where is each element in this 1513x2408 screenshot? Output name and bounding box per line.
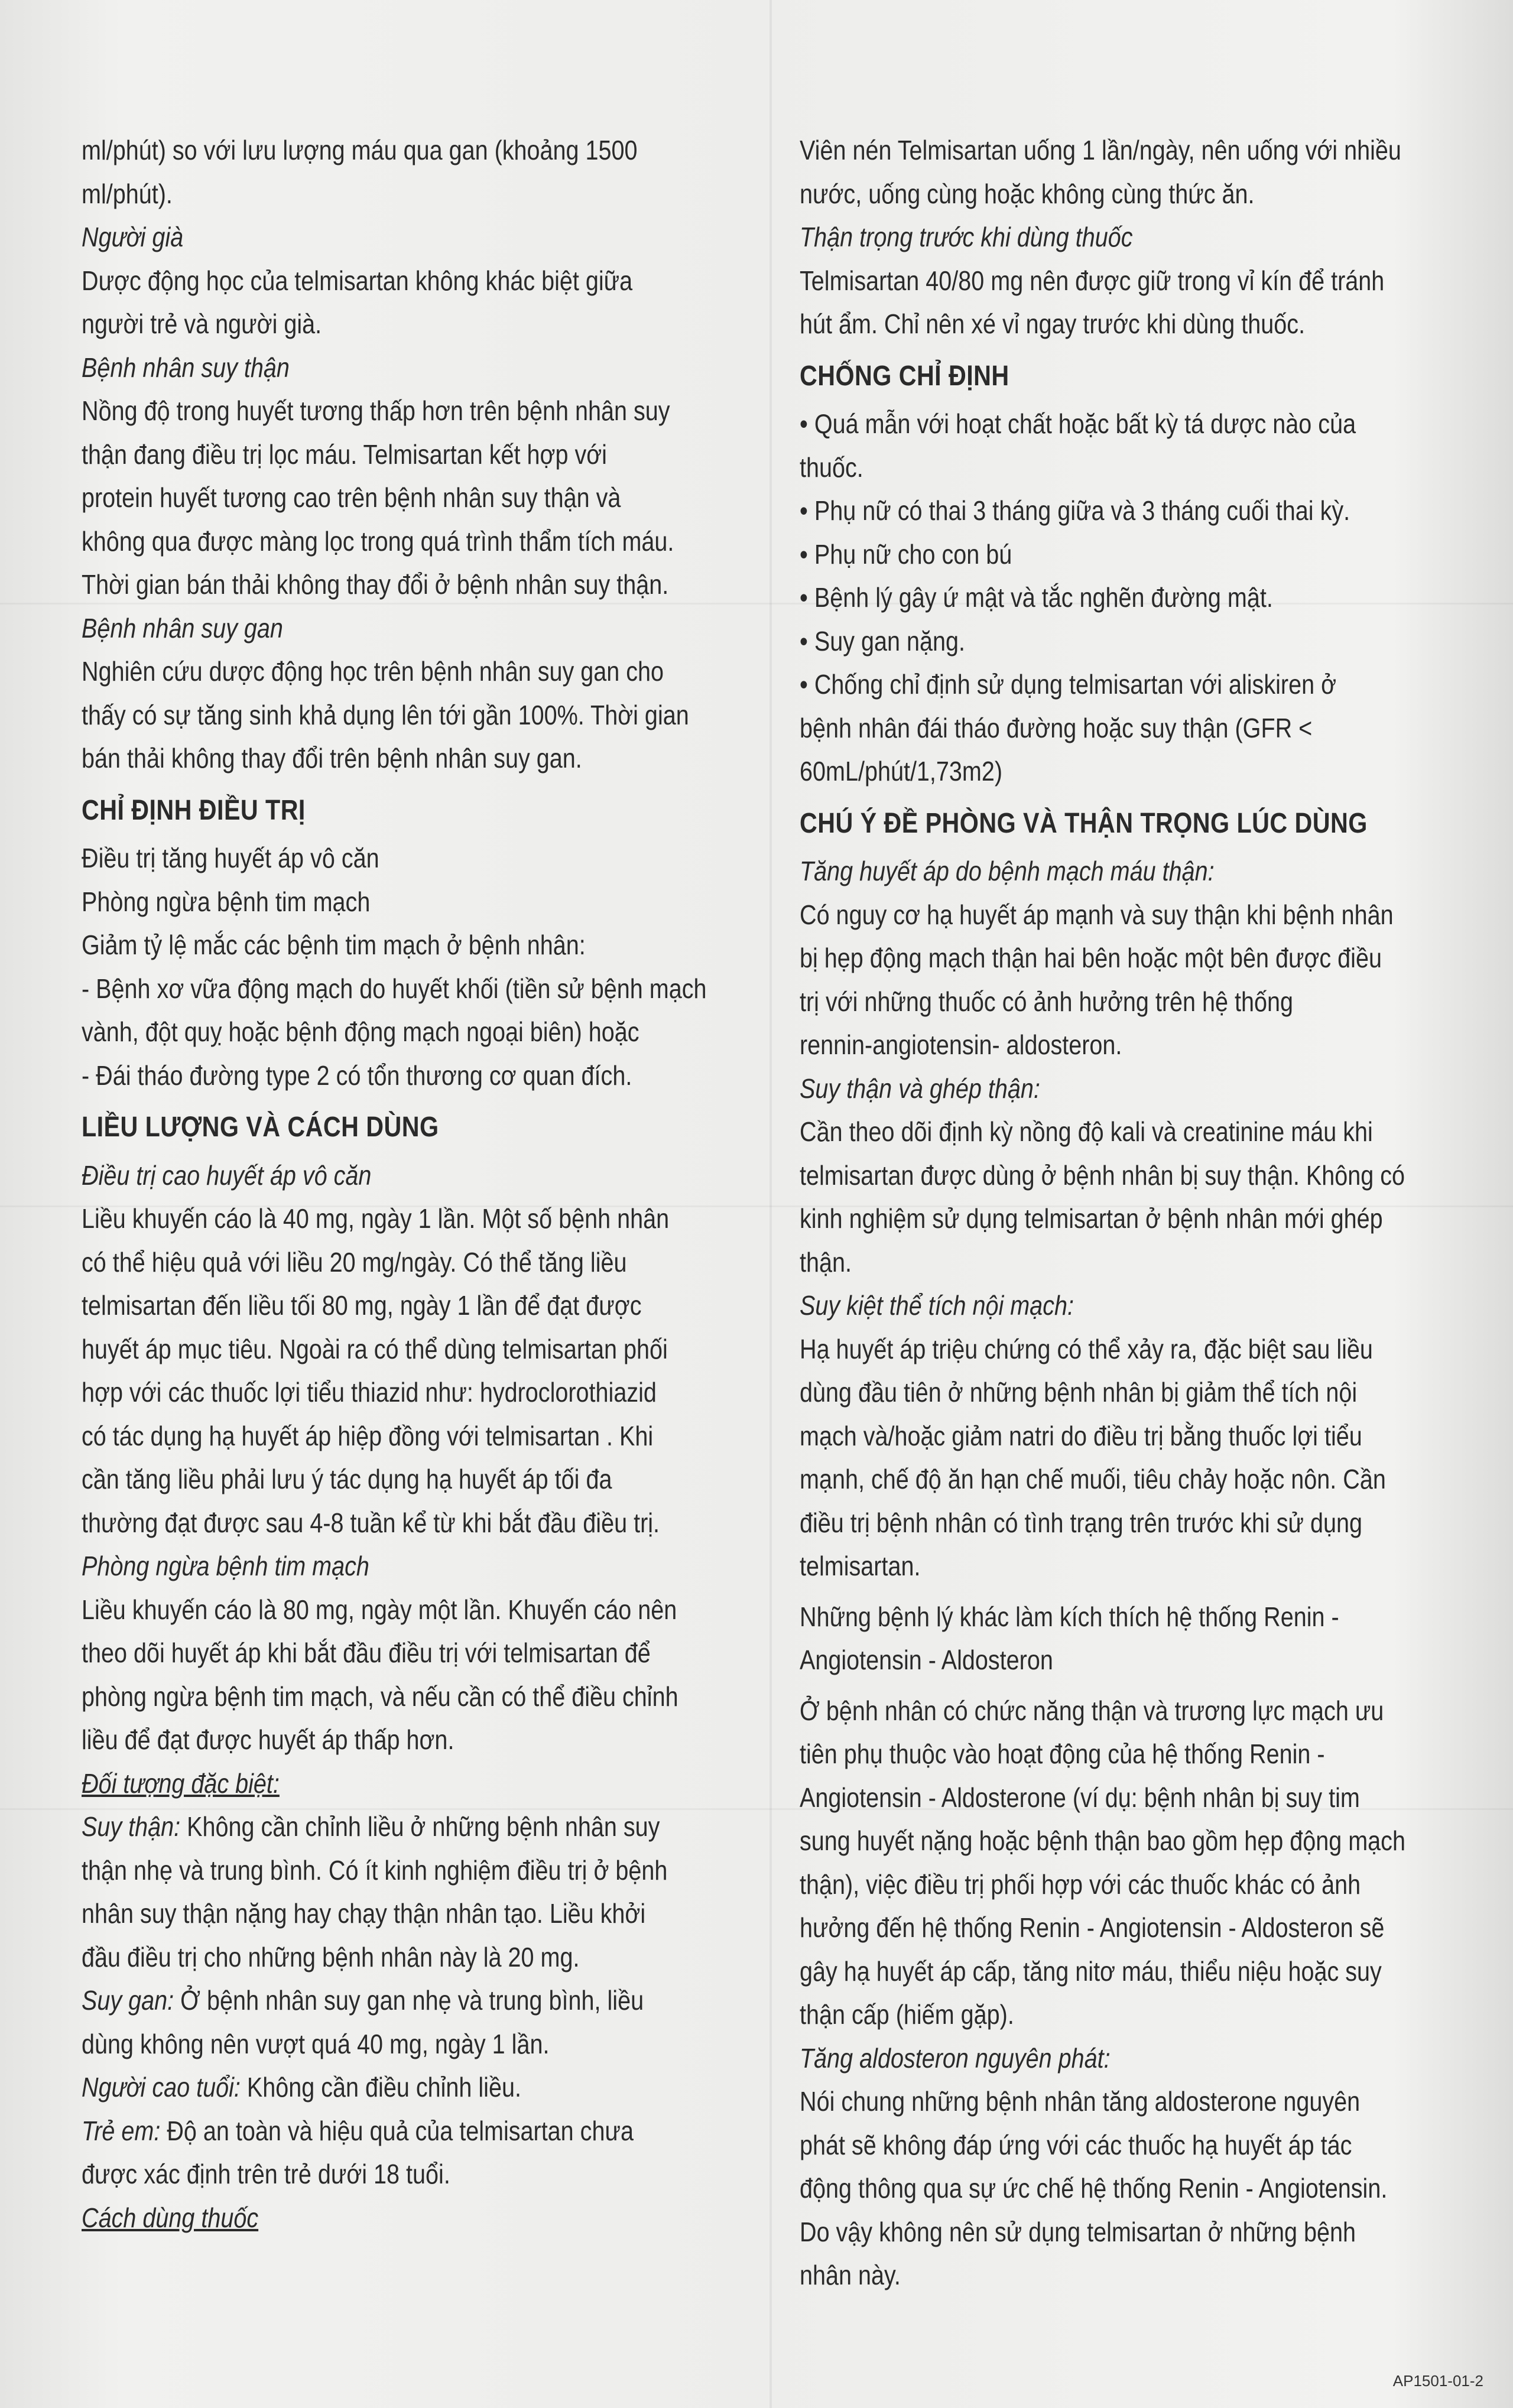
text-line: Hạ huyết áp triệu chứng có thể xảy ra, đặc biệt sau liều	[800, 1333, 1373, 1364]
text-line: liều để đạt được huyết áp thấp hơn.	[82, 1724, 454, 1755]
subsection-title-usage: Cách dùng thuốc	[82, 2202, 259, 2233]
text-line: ml/phút) so với lưu lượng máu qua gan (khoảng 1500	[82, 135, 638, 165]
text-line	[82, 1805, 773, 1849]
text-line: nhân này.	[800, 2260, 901, 2290]
text-line: - Bệnh xơ vữa động mạch do huyết khối (tiền sử bệnh mạch	[82, 973, 707, 1004]
bullet-item: • Phụ nữ có thai 3 tháng giữa và 3 tháng cuối thai kỳ.	[800, 495, 1350, 526]
text-line: sung huyết nặng hoặc bệnh thận bao gồm hẹp động mạch	[800, 1825, 1405, 1856]
text-line: Thời gian bán thải không thay đổi ở bệnh nhân suy thận.	[82, 569, 669, 600]
text-line: telmisartan được dùng ở bệnh nhân bị suy thận. Không có	[800, 1159, 1405, 1191]
text-line: Có nguy cơ hạ huyết áp mạnh và suy thận khi bệnh nhân	[800, 899, 1394, 930]
bullet-item: • Quá mẫn với hoạt chất hoặc bất kỳ tá dược nào của	[800, 408, 1356, 439]
text-line	[82, 2066, 773, 2110]
text-line: huyết áp mục tiêu. Ngoài ra có thể dùng telmisartan phối	[82, 1333, 668, 1364]
text-line: Liều khuyến cáo là 40 mg, ngày 1 lần. Một số bệnh nhân	[82, 1203, 670, 1234]
text-line: 60mL/phút/1,73m2)	[800, 756, 1003, 787]
left-column	[82, 129, 773, 2240]
inline-text: Không cần điều chỉnh liều.	[240, 2072, 521, 2102]
text-line: hợp với các thuốc lợi tiểu thiazid như: hydroclorothiazid	[82, 1377, 657, 1408]
text-line: thận đang điều trị lọc máu. Telmisartan kết hợp với	[82, 438, 607, 470]
document-code: AP1501-01-2	[1392, 2372, 1483, 2390]
text-line	[82, 2110, 773, 2153]
spacer	[800, 1682, 1489, 1689]
text-line: thường đạt được sau 4-8 tuần kể từ khi bắt đầu điều trị.	[82, 1507, 660, 1538]
bullet-item: • Suy gan nặng.	[800, 625, 965, 657]
inline-label: Người cao tuổi:	[82, 2072, 241, 2102]
section-heading-indications: CHỈ ĐỊNH ĐIỀU TRỊ	[82, 794, 306, 826]
text-line: Phòng ngừa bệnh tim mạch	[82, 886, 371, 917]
text-line: nước, uống cùng hoặc không cùng thức ăn.	[800, 178, 1255, 209]
text-line: Angiotensin - Aldosterone (ví dụ: bệnh nhân bị suy tim	[800, 1782, 1360, 1813]
text-line: ml/phút).	[82, 178, 173, 209]
inline-text: Không cần chỉnh liều ở những bệnh nhân suy	[180, 1811, 660, 1842]
text-line: Cần theo dõi định kỳ nồng độ kali và creatinine máu khi	[800, 1116, 1373, 1147]
text-line: - Đái tháo đường type 2 có tổn thương cơ quan đích.	[82, 1060, 632, 1091]
bullet-item: • Phụ nữ cho con bú	[800, 538, 1012, 570]
text-line: tiên phụ thuộc vào hoạt động của hệ thống Renin -	[800, 1738, 1325, 1769]
bullet-item: • Chống chỉ định sử dụng telmisartan với aliskiren ở	[800, 669, 1337, 700]
text-line: cần tăng liều phải lưu ý tác dụng hạ huyết áp tối đa	[82, 1464, 612, 1494]
spacer	[800, 1588, 1489, 1595]
section-heading-contraindications: CHỐNG CHỈ ĐỊNH	[800, 360, 1009, 392]
subsection-title-renovascular: Tăng huyết áp do bệnh mạch máu thận:	[800, 856, 1215, 886]
text-line: gây hạ huyết áp cấp, tăng nitơ máu, thiểu niệu hoặc suy	[800, 1955, 1382, 1987]
subsection-title-volume-depletion: Suy kiệt thể tích nội mạch:	[800, 1290, 1074, 1321]
text-line: protein huyết tương cao trên bệnh nhân suy thận và	[82, 482, 621, 513]
text-line: Angiotensin - Aldosteron	[800, 1645, 1053, 1675]
text-line: có thể hiệu quả với liều 20 mg/ngày. Có thể tăng liều	[82, 1246, 627, 1278]
text-line: đầu điều trị cho những bệnh nhân này là 20 mg.	[82, 1941, 580, 1972]
text-line: người trẻ và người già.	[82, 308, 322, 339]
text-line: không qua được màng lọc trong quá trình thẩm tích máu.	[82, 525, 674, 557]
subsection-title-primary-aldosteronism: Tăng aldosteron nguyên phát:	[800, 2042, 1111, 2074]
subsection-title-hypertension: Điều trị cao huyết áp vô căn	[82, 1159, 372, 1191]
text-line: bệnh nhân đái tháo đường hoặc suy thận (GFR <	[800, 712, 1313, 743]
text-line: hút ẩm. Chỉ nên xé vỉ ngay trước khi dùng thuốc.	[800, 308, 1306, 339]
text-line: bán thải không thay đổi trên bệnh nhân suy gan.	[82, 743, 582, 774]
text-line: Dược động học của telmisartan không khác biệt giữa	[82, 265, 633, 296]
text-line: bị hẹp động mạch thận hai bên hoặc một bên được điều	[800, 943, 1382, 973]
subsection-title-hepatic: Bệnh nhân suy gan	[82, 612, 283, 644]
text-line: Ở bệnh nhân có chức năng thận và trương lực mạch ưu	[800, 1695, 1384, 1726]
inline-text: Ở bệnh nhân suy gan nhẹ và trung bình, liều	[174, 1985, 644, 2016]
text-line: phòng ngừa bệnh tim mạch, và nếu cần có thể điều chỉnh	[82, 1681, 678, 1712]
text-line: điều trị bệnh nhân có tình trạng trên trước khi sử dụng	[800, 1507, 1362, 1538]
text-line: dùng không nên vượt quá 40 mg, ngày 1 lần.	[82, 2028, 550, 2059]
text-line: Nói chung những bệnh nhân tăng aldosterone nguyên	[800, 2086, 1361, 2117]
text-line: Viên nén Telmisartan uống 1 lần/ngày, nên uống với nhiều	[800, 135, 1401, 165]
text-line: mạnh, chế độ ăn hạn chế muối, tiêu chảy hoặc nôn. Cần	[800, 1464, 1386, 1494]
text-line: thận), việc điều trị phối hợp với các thuốc khác có ảnh	[800, 1868, 1361, 1900]
inline-label: Suy thận:	[82, 1811, 181, 1842]
text-line: kinh nghiệm sử dụng telmisartan ở bệnh nhân mới ghép	[800, 1203, 1383, 1234]
text-line: nhân suy thận nặng hay chạy thận nhân tạo. Liều khởi	[82, 1898, 646, 1929]
text-line: có tác dụng hạ huyết áp hiệp đồng với telmisartan . Khi	[82, 1420, 654, 1451]
inline-label: Suy gan:	[82, 1985, 174, 2016]
subsection-title-caution: Thận trọng trước khi dùng thuốc	[800, 222, 1133, 252]
section-heading-warnings: CHÚ Ý ĐỀ PHÒNG VÀ THẬN TRỌNG LÚC DÙNG	[800, 807, 1368, 839]
text-line: dùng đầu tiên ở những bệnh nhân bị giảm thể tích nội	[800, 1377, 1358, 1408]
inline-label: Trẻ em:	[82, 2115, 161, 2146]
text-line: được xác định trên trẻ dưới 18 tuổi.	[82, 2159, 450, 2189]
text-line: Telmisartan 40/80 mg nên được giữ trong vỉ kín để tránh	[800, 265, 1385, 296]
text-line: mạch và/hoặc giảm natri do điều trị bằng thuốc lợi tiểu	[800, 1420, 1362, 1451]
text-line: Điều trị tăng huyết áp vô căn	[82, 843, 379, 873]
text-line: Liều khuyến cáo là 80 mg, ngày một lần. Khuyến cáo nên	[82, 1594, 677, 1625]
subsection-title-cv-prevention: Phòng ngừa bệnh tim mạch	[82, 1551, 369, 1581]
text-line: thận cấp (hiếm gặp).	[800, 1999, 1014, 2030]
right-column	[800, 129, 1489, 2297]
text-line: hưởng đến hệ thống Renin - Angiotensin - Aldosteron sẽ	[800, 1912, 1385, 1943]
text-line: thận.	[800, 1246, 852, 1278]
section-heading-dosage: LIỀU LƯỢNG VÀ CÁCH DÙNG	[82, 1112, 439, 1143]
subsection-title-renal: Bệnh nhân suy thận	[82, 352, 290, 383]
text-line: phát sẽ không đáp ứng với các thuốc hạ huyết áp tác	[800, 2129, 1352, 2160]
text-line: thuốc.	[800, 451, 863, 483]
text-line: động thông qua sự ức chế hệ thống Renin - Angiotensin.	[800, 2173, 1388, 2204]
inline-text: Độ an toàn và hiệu quả của telmisartan chưa	[160, 2115, 634, 2146]
text-line: Nồng độ trong huyết tương thấp hơn trên bệnh nhân suy	[82, 395, 670, 426]
text-line: trị với những thuốc có ảnh hưởng trên hệ thống	[800, 986, 1294, 1017]
text-line	[82, 1979, 773, 2023]
subsection-title-renal-transplant: Suy thận và ghép thận:	[800, 1073, 1040, 1104]
text-line: Giảm tỷ lệ mắc các bệnh tim mạch ở bệnh nhân:	[82, 930, 586, 960]
text-line: vành, đột quỵ hoặc bệnh động mạch ngoại biên) hoặc	[82, 1016, 639, 1047]
subsection-title-special-groups: Đối tượng đặc biệt:	[82, 1767, 280, 1799]
text-line: Những bệnh lý khác làm kích thích hệ thống Renin -	[800, 1601, 1339, 1632]
subsection-title-elderly: Người già	[82, 222, 184, 252]
text-line: thấy có sự tăng sinh khả dụng lên tới gần 100%. Thời gian	[82, 699, 689, 730]
text-line: theo dõi huyết áp khi bắt đầu điều trị với telmisartan để	[82, 1637, 651, 1668]
text-line: telmisartan.	[800, 1551, 921, 1581]
text-line: telmisartan đến liều tối 80 mg, ngày 1 lần để đạt được	[82, 1290, 642, 1321]
text-line: Nghiên cứu dược động học trên bệnh nhân suy gan cho	[82, 656, 664, 687]
text-line: thận nhẹ và trung bình. Có ít kinh nghiệm điều trị ở bệnh	[82, 1854, 668, 1886]
text-line: rennin-angiotensin- aldosteron.	[800, 1029, 1122, 1060]
bullet-item: • Bệnh lý gây ứ mật và tắc nghẽn đường mật.	[800, 582, 1273, 613]
text-line: Do vậy không nên sử dụng telmisartan ở những bệnh	[800, 2216, 1356, 2247]
